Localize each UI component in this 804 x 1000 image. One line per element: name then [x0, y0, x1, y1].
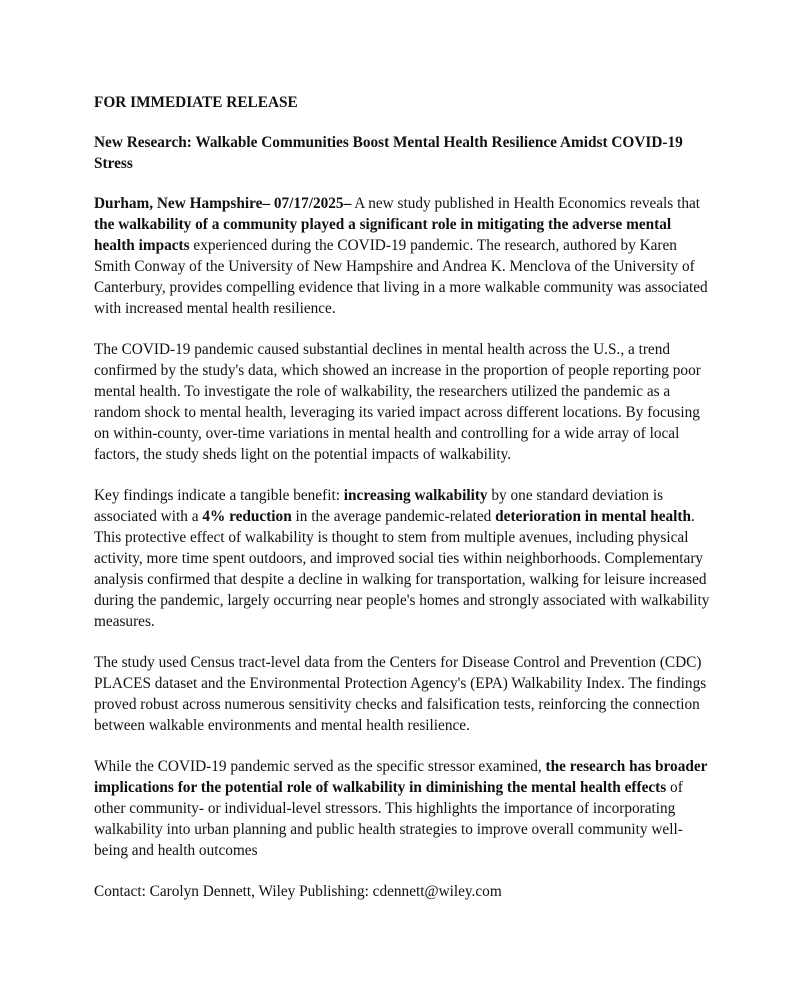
highlight-text: deterioration in mental health [495, 508, 692, 525]
paragraph-text: experienced during the COVID-19 pandemic. The research, authored by Karen Smith Conway of the University of New Hampshire and Andrea K. Menclova of the University of Canterbury, provides compelling evidence that living in a more walkable community was associated with increased mental health resilience. [94, 237, 708, 317]
highlight-text: the research has broader implications for the potential role of walkability in diminishing the mental health effects [94, 758, 708, 796]
paragraph-text: by one standard deviation is associated with a [94, 487, 664, 525]
paragraph-text: Key findings indicate a tangible benefit: [94, 487, 344, 504]
paragraph-text: A new study published in Health Economics reveals that [351, 195, 701, 212]
release-headline: New Research: Walkable Communities Boost Mental Health Resilience Amidst COVID-19 Stress [94, 134, 683, 172]
press-release-body [94, 92, 714, 902]
paragraph-key-findings [94, 485, 714, 632]
paragraph-text: . This protective effect of walkability is thought to stem from multiple avenues, including physical activity, more time spent outdoors, and improved social ties within neighborhoods. Complementary analysis confirmed that despite a decline in walking for transportation, walking for leisure increased during the pandemic, largely occurring near people's homes and strongly associated with walkability measures. [94, 508, 710, 630]
paragraph-text: in the average pandemic-related [291, 508, 496, 525]
paragraph-background: The COVID-19 pandemic caused substantial declines in mental health across the U.S., a trend confirmed by the study's data, which showed an increase in the proportion of people reporting poor mental health. To investigate the role of walkability, the researchers utilized the pandemic as a random shock to mental health, leveraging its varied impact across different locations. By focusing on within-county, over-time variations in mental health and controlling for a wide array of local factors, the study sheds light on the potential impacts of walkability. [94, 341, 701, 463]
paragraph-text: of other community- or individual-level stressors. This highlights the importance of incorporating walkability into urban planning and public health strategies to improve overall community well-being and health outcomes [94, 779, 683, 859]
contact-line: Contact: Carolyn Dennett, Wiley Publishing: cdennett@wiley.com [94, 883, 502, 900]
highlight-text: the walkability of a community played a significant role in mitigating the adverse mental health impacts [94, 216, 672, 254]
highlight-text: 4% reduction [202, 508, 292, 525]
paragraph-text: While the COVID-19 pandemic served as the specific stressor examined, [94, 758, 546, 775]
paragraph-data-sources: The study used Census tract-level data from the Centers for Disease Control and Prevention (CDC) PLACES dataset and the Environmental Protection Agency's (EPA) Walkability Index. The findings proved robust across numerous sensitivity checks and falsification tests, reinforcing the connection between walkable environments and mental health resilience. [94, 654, 707, 734]
paragraph-implications [94, 756, 714, 861]
release-kicker: FOR IMMEDIATE RELEASE [94, 94, 298, 111]
paragraph-intro [94, 193, 714, 319]
highlight-text: increasing walkability [343, 487, 488, 504]
dateline: Durham, New Hampshire– 07/17/2025– [94, 195, 352, 212]
